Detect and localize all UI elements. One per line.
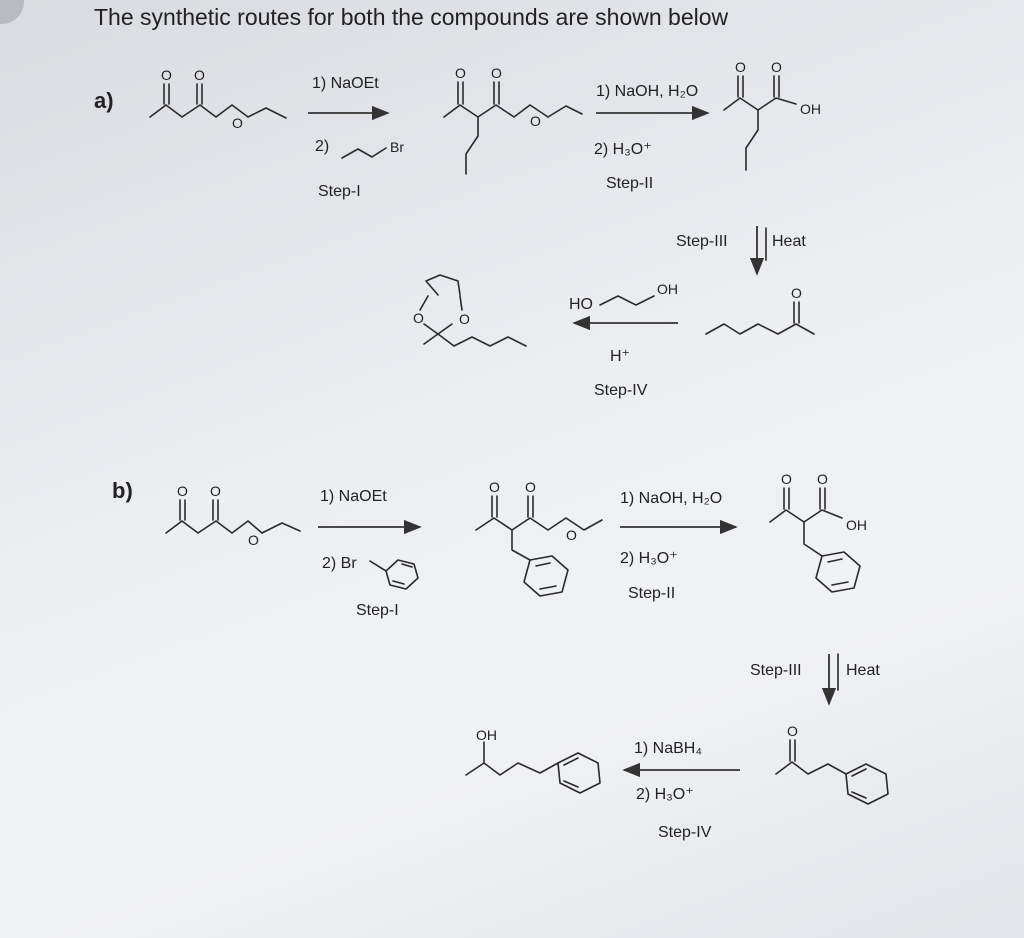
part-a-label: a)	[94, 88, 114, 113]
a-step4-label: Step-IV	[594, 382, 648, 399]
a-step1-reagent-2: 2)	[315, 138, 330, 155]
b-step2-label: Step-II	[628, 585, 676, 602]
b-step2-reagent-2: 2) H₃O⁺	[620, 550, 678, 567]
svg-text:O: O	[161, 67, 172, 83]
b-step1-reagent-2: 2) Br	[322, 555, 357, 572]
svg-text:OH: OH	[800, 101, 821, 117]
svg-text:O: O	[530, 113, 541, 129]
a-step2-reagent-1: 1) NaOH, H₂O	[596, 83, 699, 100]
svg-text:O: O	[566, 527, 577, 543]
svg-text:O: O	[459, 311, 470, 327]
b-step3-label: Step-III	[750, 662, 802, 679]
svg-text:O: O	[232, 115, 243, 131]
b-step4-label: Step-IV	[658, 824, 712, 841]
a-step3-condition: Heat	[772, 233, 806, 250]
svg-text:O: O	[771, 59, 782, 75]
b-step2-reagent-1: 1) NaOH, H₂O	[620, 490, 723, 507]
svg-text:Br: Br	[390, 139, 404, 155]
svg-text:OH: OH	[476, 727, 497, 743]
a-step1-label: Step-I	[318, 183, 361, 200]
b-step4-reagent-2: 2) H₃O⁺	[636, 786, 694, 803]
b-step1-label: Step-I	[356, 602, 399, 619]
svg-text:O: O	[781, 471, 792, 487]
b-benzylated-ester	[476, 479, 602, 596]
b-step3-condition: Heat	[846, 662, 880, 679]
svg-text:O: O	[248, 532, 259, 548]
a-propyl-bromide	[342, 148, 386, 158]
a-2-hexanone	[706, 285, 814, 334]
a-step3-label: Step-III	[676, 233, 728, 250]
a-step2-label: Step-II	[606, 175, 654, 192]
a-step4-reagent: HO	[569, 296, 593, 313]
svg-text:O: O	[791, 285, 802, 301]
b-alcohol-product	[466, 727, 600, 793]
b-benzyl-bromide	[370, 560, 418, 589]
a-step4-catalyst: H⁺	[610, 348, 630, 365]
svg-text:O: O	[735, 59, 746, 75]
a-step2-reagent-2: 2) H₃O⁺	[594, 141, 652, 158]
a-ketal	[413, 275, 526, 346]
b-benzylacetone	[776, 723, 888, 804]
svg-text:OH: OH	[846, 517, 867, 533]
a-alkylated-ester	[444, 65, 582, 174]
svg-text:O: O	[817, 471, 828, 487]
svg-text:O: O	[194, 67, 205, 83]
a-step1-reagent-1: 1) NaOEt	[312, 75, 379, 92]
b-step1-reagent-1: 1) NaOEt	[320, 488, 387, 505]
svg-text:O: O	[491, 65, 502, 81]
svg-text:O: O	[177, 483, 188, 499]
svg-text:O: O	[787, 723, 798, 739]
a-ethyl-acetoacetate	[150, 67, 286, 131]
b-ethyl-acetoacetate	[166, 483, 300, 548]
svg-text:OH: OH	[657, 281, 678, 297]
svg-text:O: O	[525, 479, 536, 495]
b-keto-acid	[770, 471, 867, 592]
svg-text:O: O	[413, 310, 424, 326]
svg-text:O: O	[455, 65, 466, 81]
a-keto-acid	[724, 59, 821, 170]
page-title: The synthetic routes for both the compounds are shown below	[94, 4, 729, 30]
a-ethylene-glycol	[600, 281, 678, 305]
svg-text:O: O	[489, 479, 500, 495]
part-b-label: b)	[112, 478, 133, 503]
b-step4-reagent-1: 1) NaBH₄	[634, 740, 702, 757]
svg-text:O: O	[210, 483, 221, 499]
